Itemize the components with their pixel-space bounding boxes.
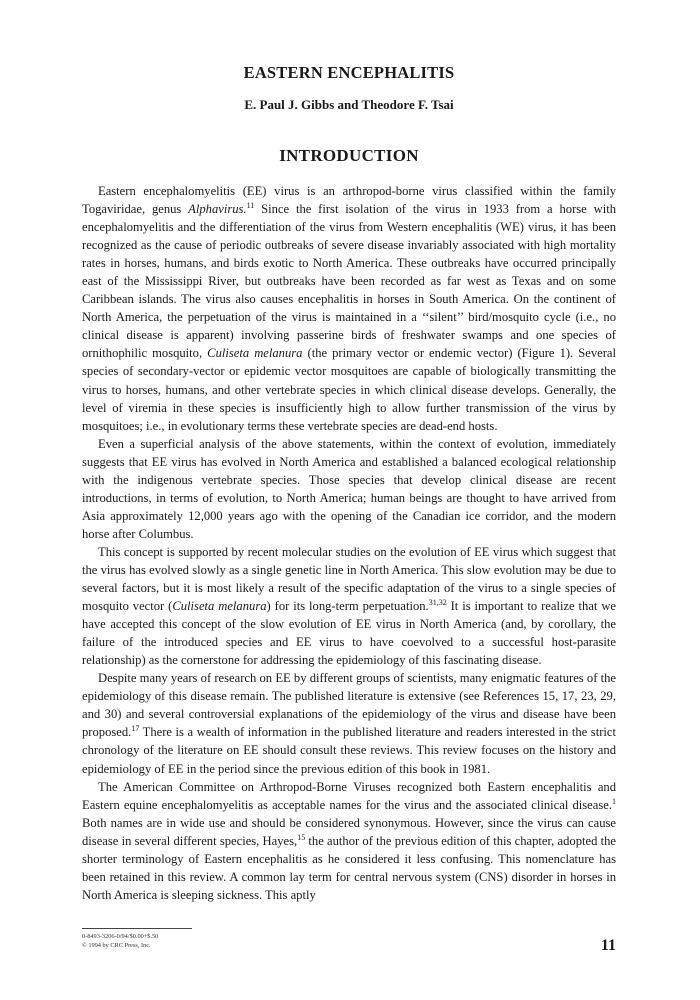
footer-notice xyxy=(82,932,158,950)
citation-superscript: 31,32 xyxy=(428,597,447,607)
footer-code: 0-8493-3206-0/94/$0.00+$.50 xyxy=(82,933,159,940)
text-run: There is a wealth of information in the published literature and readers interested in the strict chronology of the literature on EE should consult these reviews. This review focuses on the history and epidemiology of EE in the period since the previous edition of this book in 1981. xyxy=(82,725,616,776)
text-run: It is important to realize that we have accepted this concept of the slow evolution of EE virus in North America (and, by corollary, the failure of the introduced species and EE virus to have coevolved to a successful host-parasite relationship) as the cornerstone for addressing the epidemiology of this fascinating disease. xyxy=(82,599,616,668)
footer-copyright: © 1994 by CRC Press, Inc. xyxy=(82,942,151,949)
citation-superscript: 11 xyxy=(246,200,255,210)
text-run: The American Committee on Arthropod-Borne Viruses recognized both Eastern encephalitis and Eastern equine encephalomyelitis as acceptable names for the virus and the associated clinical disease. xyxy=(82,779,616,812)
footer-rule xyxy=(82,928,192,929)
citation-superscript: 17 xyxy=(131,724,140,734)
paragraph xyxy=(82,543,616,669)
italic-text: Culiseta melanura xyxy=(207,346,303,361)
text-run: ) for its long-term perpetuation. xyxy=(266,599,429,614)
text-run: the author of the previous edition of this chapter, adopted the shorter terminology of Eastern encephalitis as he considered it less confusing. This nomenclature has been retained in this review. A common lay term for central nervous system (CNS) disorder in horses in North America is sleeping sickness. This aptly xyxy=(82,833,617,902)
text-run: (the primary vector or endemic vector) (Figure 1). Several species of secondary-vector or epidemic vector mosquitoes are capable of biologically transmitting the virus to horses, humans, and other vertebrate species in which clinical disease develops. Generally, the level of viremia in these species is insufficiently high to allow further transmission of the virus by mosquitoes; i.e., in evolutionary terms these vertebrate species are dead-end hosts. xyxy=(82,346,617,433)
text-run: This concept is supported by recent molecular studies on the evolution of EE virus which suggest that the virus has evolved slowly as a single genetic line in North America. This slow evolution may be due to several factors, but it is most likely a result of the specific adaptation of the virus to a single species of mosquito vector ( xyxy=(82,544,616,614)
text-run: Since the first isolation of the virus in 1933 from a horse with encephalomyelitis and the differentiation of the virus from Western encephalitis (WE) virus, it has been recognized as the cause of periodic outbreaks of severe disease invariably associated with high mortality rates in horses, humans, and birds exotic to North America. These outbreaks have occurred principally east of the Mississippi River, but outbreaks have been recorded as far west as Texas and on some Caribbean islands. The virus also causes encephalitis in horses in South America. On the continent of North America, the perpetuation of the virus is maintained in a ‘‘silent’’ bird/mosquito cycle (i.e., no clinical disease is apparent) involving passerine birds of freshwater swamps and one species of ornithophilic mosquito, xyxy=(82,202,616,361)
citation-superscript: 1 xyxy=(612,796,616,806)
page xyxy=(82,0,616,1000)
text-run: Both names are in wide use and should be considered synonymous. However, since the virus can cause disease in several different species, Hayes, xyxy=(82,815,616,848)
paragraph xyxy=(82,182,616,435)
paragraph xyxy=(82,435,616,543)
article-title: EASTERN ENCEPHALITIS xyxy=(243,63,455,82)
paragraph xyxy=(82,669,616,777)
body-text xyxy=(82,182,616,904)
citation-superscript: 15 xyxy=(297,832,306,842)
italic-text: Culiseta melanura xyxy=(172,599,267,614)
page-number: 11 xyxy=(600,937,616,954)
section-heading: INTRODUCTION xyxy=(279,146,419,165)
text-run: Eastern encephalomyelitis (EE) virus is an arthropod-borne virus classified within the family Togaviridae, genus xyxy=(82,184,616,217)
article-authors: E. Paul J. Gibbs and Theodore F. Tsai xyxy=(244,97,454,112)
text-run: Even a superficial analysis of the above statements, within the context of evolution, immediately suggests that EE virus has evolved in North America and established a balanced ecological relationship with the indigenous vertebrate species. Those species that develop clinical disease are recent introductions, in terms of evolution, to North America; human beings are thought to have arrived from Asia approximately 12,000 years ago with the opening of the Canadian ice corridor, and the modern horse after Columbus. xyxy=(82,436,616,541)
paragraph xyxy=(82,778,616,904)
italic-text: Alphavirus. xyxy=(188,202,247,217)
text-run: Despite many years of research on EE by different groups of scientists, many enigmatic features of the epidemiology of this disease remain. The published literature is extensive (see References 15, 17, 23, 29, and 30) and several controversial explanations of the epidemiology of the virus and disease have been proposed. xyxy=(82,671,616,740)
